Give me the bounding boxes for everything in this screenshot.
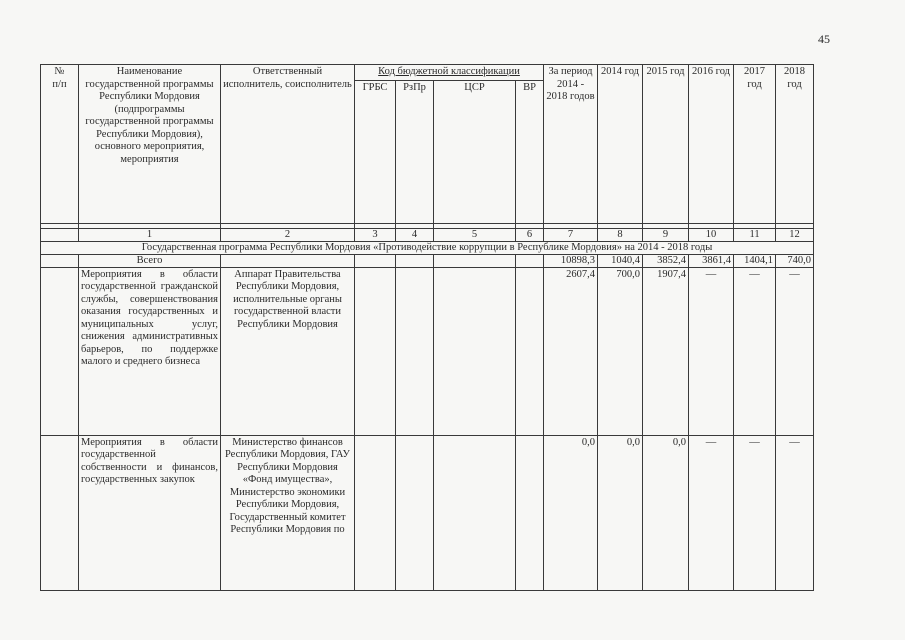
row-2015: 1907,4 bbox=[643, 267, 689, 435]
total-2016: 3861,4 bbox=[689, 254, 734, 267]
total-blank bbox=[434, 254, 516, 267]
table-row bbox=[41, 267, 814, 435]
row-2016: — bbox=[689, 435, 734, 590]
row-responsible: Аппарат Правительства Республики Мордовия, исполнительные органы государственной власти Республики Мордовия bbox=[221, 267, 355, 435]
total-2017: 1404,1 bbox=[734, 254, 776, 267]
row-name: Мероприятия в области государственной собственности и финансов, государственных закупок bbox=[79, 435, 221, 590]
column-number: 7 bbox=[544, 228, 598, 241]
row-rzpr bbox=[396, 267, 434, 435]
header-csr: ЦСР bbox=[434, 80, 516, 223]
header-rzpr: РзПр bbox=[396, 80, 434, 223]
header-2015: 2015 год bbox=[643, 65, 689, 224]
row-grbs bbox=[355, 435, 396, 590]
row-2014: 0,0 bbox=[598, 435, 643, 590]
total-blank bbox=[396, 254, 434, 267]
row-name: Мероприятия в области государственной гражданской службы, совершенствования оказания государственных и муниципальных услуг, снижения административных барьеров, по поддержке малого и среднего бизнеса bbox=[79, 267, 221, 435]
row-grbs bbox=[355, 267, 396, 435]
column-number: 11 bbox=[734, 228, 776, 241]
header-2018: 2018 год bbox=[776, 65, 814, 224]
header-responsible: Ответственный исполнитель, соисполнитель bbox=[221, 65, 355, 224]
header-2017: 2017 год bbox=[734, 65, 776, 224]
header-grbs: ГРБС bbox=[355, 80, 396, 223]
total-2018: 740,0 bbox=[776, 254, 814, 267]
header-no-text: № п/п bbox=[52, 66, 67, 90]
row-2015: 0,0 bbox=[643, 435, 689, 590]
column-number: 8 bbox=[598, 228, 643, 241]
row-2018: — bbox=[776, 435, 814, 590]
header-name: Наименование государственной программы Республики Мордовия (подпрограммы государственной программы Республики Мордовия), основного мероприятия, мероприятия bbox=[79, 65, 221, 224]
row-2017: — bbox=[734, 267, 776, 435]
total-2014: 1040,4 bbox=[598, 254, 643, 267]
row-2018: — bbox=[776, 267, 814, 435]
column-number: 6 bbox=[516, 228, 544, 241]
column-number: 12 bbox=[776, 228, 814, 241]
total-blank bbox=[355, 254, 396, 267]
program-title-row bbox=[41, 241, 814, 254]
header-row bbox=[41, 65, 814, 81]
total-blank bbox=[41, 254, 79, 267]
row-csr bbox=[434, 267, 516, 435]
row-vr bbox=[516, 435, 544, 590]
row-csr bbox=[434, 435, 516, 590]
column-number-blank bbox=[41, 228, 79, 241]
column-number: 2 bbox=[221, 228, 355, 241]
row-period: 0,0 bbox=[544, 435, 598, 590]
column-number: 10 bbox=[689, 228, 734, 241]
budget-table bbox=[40, 64, 814, 591]
row-2014: 700,0 bbox=[598, 267, 643, 435]
row-no bbox=[41, 435, 79, 590]
row-vr bbox=[516, 267, 544, 435]
header-period: За период 2014 - 2018 годов bbox=[544, 65, 598, 224]
total-period: 10898,3 bbox=[544, 254, 598, 267]
row-rzpr bbox=[396, 435, 434, 590]
column-number: 1 bbox=[79, 228, 221, 241]
column-number: 3 bbox=[355, 228, 396, 241]
header-2014: 2014 год bbox=[598, 65, 643, 224]
column-number: 4 bbox=[396, 228, 434, 241]
row-2016: — bbox=[689, 267, 734, 435]
total-blank bbox=[516, 254, 544, 267]
program-title: Государственная программа Республики Мордовия «Противодействие коррупции в Республике Мордовия» на 2014 - 2018 годы bbox=[41, 241, 814, 254]
column-number-row bbox=[41, 228, 814, 241]
row-responsible: Министерство финансов Республики Мордовия, ГАУ Республики Мордовия «Фонд имущества», Министерство экономики Республики Мордовия, Государственный комитет Республики Мордовия по bbox=[221, 435, 355, 590]
header-kbk: Код бюджетной классификации bbox=[355, 65, 544, 81]
row-no bbox=[41, 267, 79, 435]
page-number: 45 bbox=[818, 32, 830, 46]
header-no bbox=[41, 65, 79, 224]
column-number: 9 bbox=[643, 228, 689, 241]
total-label: Всего bbox=[79, 254, 221, 267]
total-blank bbox=[221, 254, 355, 267]
row-2017: — bbox=[734, 435, 776, 590]
row-period: 2607,4 bbox=[544, 267, 598, 435]
total-row bbox=[41, 254, 814, 267]
table-row bbox=[41, 435, 814, 590]
header-vr: ВР bbox=[516, 80, 544, 223]
total-2015: 3852,4 bbox=[643, 254, 689, 267]
column-number: 5 bbox=[434, 228, 516, 241]
header-2016: 2016 год bbox=[689, 65, 734, 224]
